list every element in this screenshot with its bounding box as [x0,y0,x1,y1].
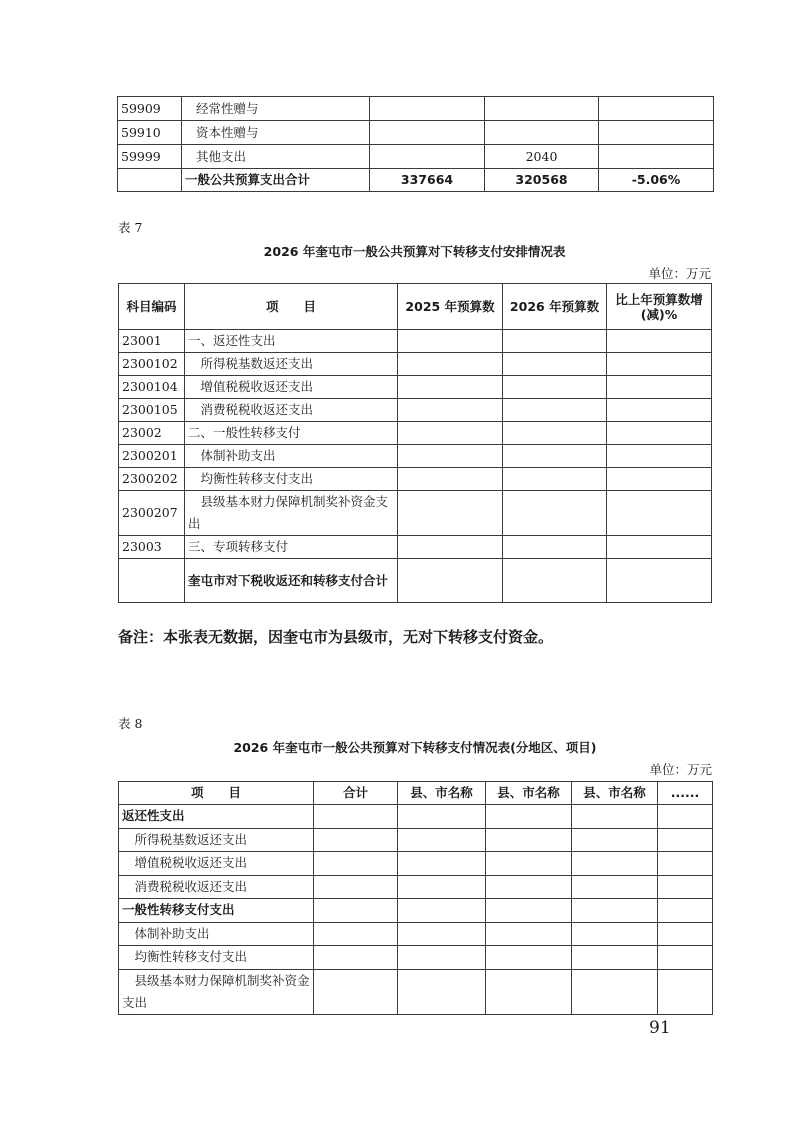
table-row [119,422,712,445]
item-cell: 县级基本财力保障机制奖补资金支出 [119,969,314,1014]
table-header-row [119,284,712,330]
code-cell: 2300207 [119,491,185,536]
table-row [118,121,714,145]
item-cell: 所得税基数返还支出 [119,828,314,852]
region-cell [572,899,658,923]
region-cell [572,875,658,899]
change-cell [607,559,712,603]
change-cell [607,353,712,376]
value-2026-cell [503,536,607,559]
value-2025-cell [398,376,503,399]
region-cell [486,969,572,1014]
value-2025-cell [370,145,485,169]
item-cell: 消费税税收返还支出 [119,875,314,899]
more-cell [658,899,713,923]
change-cell [607,399,712,422]
value-2026-cell [503,445,607,468]
total-cell [314,922,398,946]
code-cell: 59910 [118,121,182,145]
change-cell [607,376,712,399]
item-cell: 均衡性转移支付支出 [185,468,398,491]
region-cell [486,899,572,923]
table-row [119,899,713,923]
more-cell [658,969,713,1014]
item-cell: 均衡性转移支付支出 [119,946,314,970]
table-header-row [119,782,713,805]
item-cell: 二、一般性转移支付 [185,422,398,445]
value-2026-cell [485,97,599,121]
value-2026-cell [485,121,599,145]
table-row [119,969,713,1014]
code-cell: 2300202 [119,468,185,491]
total-cell [314,969,398,1014]
value-2026-cell [503,422,607,445]
table-row [119,353,712,376]
table8-label: 表 8 [118,716,143,731]
region-cell [398,922,486,946]
region-cell [572,969,658,1014]
value-2026-cell [503,491,607,536]
region-cell [486,828,572,852]
table7-title: 2026 年奎屯市一般公共预算对下转移支付安排情况表 [263,244,566,259]
item-cell: 返还性支出 [119,805,314,829]
total-2025: 337664 [370,169,485,192]
item-cell: 一般性转移支付支出 [119,899,314,923]
item-cell: 县级基本财力保障机制奖补资金支出 [185,491,398,536]
table-row [119,491,712,536]
more-cell [658,922,713,946]
code-cell: 59909 [118,97,182,121]
total-cell [314,946,398,970]
table-row [119,445,712,468]
page-number: 91 [649,1018,671,1038]
value-2026-cell [503,353,607,376]
change-cell [607,445,712,468]
table6-tail [117,96,714,192]
region-cell [398,805,486,829]
total-label: 奎屯市对下税收返还和转移支付合计 [185,559,398,603]
item-cell: 其他支出 [182,145,370,169]
header-more: ...... [658,782,713,805]
region-cell [572,946,658,970]
table-row [118,97,714,121]
region-cell [572,922,658,946]
code-cell [119,559,185,603]
region-cell [486,922,572,946]
region-cell [486,875,572,899]
table-row [119,805,713,829]
value-2025-cell [370,121,485,145]
code-cell: 23002 [119,422,185,445]
region-cell [486,852,572,876]
value-2025-cell [398,468,503,491]
table-row [119,922,713,946]
total-cell [314,899,398,923]
value-2025-cell [398,491,503,536]
change-cell [607,330,712,353]
value-2025-cell [370,97,485,121]
header-region-1: 县、市名称 [398,782,486,805]
value-2025-cell [398,536,503,559]
header-code: 科目编码 [119,284,185,330]
region-cell [572,805,658,829]
region-cell [486,805,572,829]
item-cell: 增值税税收返还支出 [185,376,398,399]
table-row [118,145,714,169]
table8-title: 2026 年奎屯市一般公共预算对下转移支付情况表(分地区、项目) [233,740,597,755]
region-cell [398,852,486,876]
region-cell [572,852,658,876]
total-row [119,559,712,603]
table-row [119,330,712,353]
table-row [119,376,712,399]
table-row [119,468,712,491]
total-2026: 320568 [485,169,599,192]
table7-label: 表 7 [118,220,143,235]
change-cell [607,536,712,559]
item-cell: 所得税基数返还支出 [185,353,398,376]
code-cell: 2300201 [119,445,185,468]
table7-unit: 单位：万元 [648,266,711,281]
more-cell [658,828,713,852]
value-2026-cell [503,399,607,422]
header-2026: 2026 年预算数 [503,284,607,330]
item-cell: 资本性赠与 [182,121,370,145]
region-cell [398,899,486,923]
more-cell [658,946,713,970]
more-cell [658,852,713,876]
header-region-3: 县、市名称 [572,782,658,805]
header-change: 比上年预算数增(减)% [607,284,712,330]
region-cell [572,828,658,852]
table8 [118,781,713,1015]
change-cell [607,422,712,445]
table-row [119,399,712,422]
header-total: 合计 [314,782,398,805]
total-cell [314,828,398,852]
change-cell [599,145,714,169]
total-cell [314,805,398,829]
code-cell [118,169,182,192]
table-row [119,536,712,559]
value-2026-cell [503,559,607,603]
total-cell [314,875,398,899]
table-row [119,828,713,852]
note-text: 备注：本张表无数据，因奎屯市为县级市，无对下转移支付资金。 [118,628,554,646]
item-cell: 三、专项转移支付 [185,536,398,559]
value-2025-cell [398,445,503,468]
table7 [118,283,712,603]
value-2025-cell [398,559,503,603]
header-item: 项 目 [185,284,398,330]
code-cell: 2300102 [119,353,185,376]
change-cell [607,491,712,536]
value-2026-cell [503,376,607,399]
item-cell: 增值税税收返还支出 [119,852,314,876]
region-cell [486,946,572,970]
code-cell: 23003 [119,536,185,559]
value-2025-cell [398,399,503,422]
region-cell [398,946,486,970]
item-cell: 经常性赠与 [182,97,370,121]
total-change: -5.06% [599,169,714,192]
change-cell [607,468,712,491]
header-2025: 2025 年预算数 [398,284,503,330]
code-cell: 2300105 [119,399,185,422]
value-2025-cell [398,330,503,353]
value-2025-cell [398,353,503,376]
code-cell: 59999 [118,145,182,169]
code-cell: 23001 [119,330,185,353]
value-2026-cell: 2040 [485,145,599,169]
region-cell [398,875,486,899]
table-row [119,875,713,899]
change-cell [599,97,714,121]
value-2026-cell [503,468,607,491]
region-cell [398,969,486,1014]
table-row [119,946,713,970]
table8-unit: 单位：万元 [649,762,712,777]
total-cell [314,852,398,876]
header-item: 项 目 [119,782,314,805]
item-cell: 一、返还性支出 [185,330,398,353]
code-cell: 2300104 [119,376,185,399]
more-cell [658,805,713,829]
header-region-2: 县、市名称 [486,782,572,805]
region-cell [398,828,486,852]
total-label: 一般公共预算支出合计 [182,169,370,192]
table-row [119,852,713,876]
item-cell: 体制补助支出 [185,445,398,468]
change-cell [599,121,714,145]
item-cell: 体制补助支出 [119,922,314,946]
value-2026-cell [503,330,607,353]
value-2025-cell [398,422,503,445]
total-row [118,169,714,192]
item-cell: 消费税税收返还支出 [185,399,398,422]
more-cell [658,875,713,899]
